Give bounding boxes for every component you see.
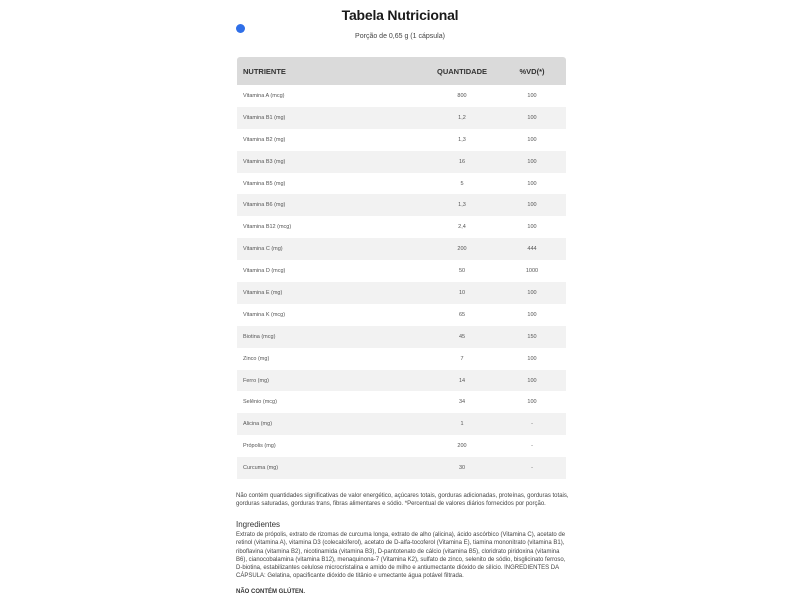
table-row (237, 151, 566, 173)
nutrient-quantity: 10 (458, 290, 466, 297)
page-title: Tabela Nutricional (341, 7, 459, 23)
table-row (237, 107, 566, 129)
table-row (237, 260, 566, 282)
table-row (237, 304, 566, 326)
nutrient-quantity: 1,3 (458, 202, 466, 209)
nutrient-daily-value: 100 (527, 136, 537, 143)
nutrient-daily-value: 100 (527, 377, 537, 384)
table-row (237, 326, 566, 348)
gluten-statement: NÃO CONTÉM GLÚTEN. (236, 589, 305, 595)
ingredients-heading: Ingredientes (236, 520, 281, 529)
nutrient-daily-value: 100 (527, 180, 537, 187)
nutrient-name: Própolis (mg) (243, 443, 276, 450)
nutrient-daily-value: 100 (527, 290, 537, 297)
nutrient-name: Selênio (mcg) (243, 399, 277, 406)
table-row (237, 370, 566, 392)
nutrient-quantity: 16 (458, 158, 466, 165)
table-row (237, 194, 566, 216)
header-quantity: QUANTIDADE (437, 67, 487, 76)
blue-dot-icon (236, 24, 245, 33)
nutrition-notes: Não contém quantidades significativas de valor energético, açúcares totais, gorduras adicionadas, proteínas, gorduras totais, gorduras saturadas, gorduras trans, fibras alimentares e sódio. *Percentual de valores diários fornecidos por porção. (236, 493, 569, 508)
nutrient-daily-value: - (531, 443, 533, 450)
nutrient-name: Vitamina B3 (mg) (243, 158, 286, 165)
nutrient-daily-value: 444 (527, 246, 537, 253)
nutrient-quantity: 1,2 (458, 114, 466, 121)
nutrient-quantity: 800 (457, 93, 467, 99)
nutrient-daily-value: 100 (527, 311, 537, 318)
table-row (237, 348, 566, 370)
nutrient-daily-value: 100 (527, 224, 537, 231)
ingredients-text: Extrato de própolis, extrato de rizomas de curcuma longa, extrato de alho (alicina), ácido ascórbico (Vitamina C), acetato de retinol (vitamina A), vitamina D3 (colecalciferol), acetato de D-alfa-tocoferol (Vitamina E), tiamina mononitrato (vitamina B1), riboflavina (vitamina B2), nicotinamida (vitamina B3), D-pantotenato de cálcio (vitamina B5), cloridrato piridoxina (vitamina B6), cianocobalamina (vitamina B12), menaquinona-7 (Vitamina K2), sulfato de zinco, selenito de sódio, bisglicinato ferroso, D-biotina, estabilizantes celulose microcristalina e amido de milho e antiumectante dióxido de silício. INGREDIENTES DA CÁPSULA: Gelatina, opacificante dióxido de titânio e umectante água potável filtrada. (236, 532, 566, 580)
nutrient-name: Ferro (mg) (243, 377, 269, 384)
portion-size: Porção de 0,65 g (1 cápsula) (355, 33, 445, 40)
nutrient-quantity: 1,3 (458, 136, 466, 143)
nutrient-daily-value: 1000 (525, 268, 539, 275)
header-daily-value: %VD(*) (519, 67, 545, 76)
nutrient-name: Vitamina B2 (mg) (243, 136, 286, 143)
nutrient-daily-value: 150 (527, 333, 537, 340)
nutrient-name: Vitamina B5 (mg) (243, 180, 286, 187)
table-row (237, 413, 566, 435)
nutrient-daily-value: - (531, 465, 533, 472)
nutrient-quantity: 1 (460, 421, 464, 428)
table-header (237, 57, 566, 85)
nutrient-name: Curcuma (mg) (243, 465, 279, 472)
nutrient-daily-value: 100 (527, 114, 537, 121)
nutrient-daily-value: 100 (527, 158, 537, 165)
nutrient-name: Vitamina C (mg) (243, 246, 283, 253)
table-row (237, 282, 566, 304)
nutrient-quantity: 14 (458, 377, 466, 384)
table-body (237, 85, 566, 479)
table-row (237, 435, 566, 457)
nutrient-quantity: 200 (457, 246, 467, 253)
nutrient-name: Alicina (mg) (243, 421, 273, 428)
nutrient-quantity: 200 (457, 443, 467, 450)
nutrient-name: Vitamina A (mcg) (243, 93, 285, 99)
nutrient-quantity: 65 (458, 311, 466, 318)
table-row (237, 457, 566, 479)
nutrient-quantity: 34 (458, 399, 466, 406)
table-row (237, 238, 566, 260)
nutrient-name: Biotina (mcg) (243, 333, 276, 340)
nutrient-name: Vitamina B1 (mg) (243, 114, 286, 121)
nutrient-name: Vitamina B12 (mcg) (243, 224, 292, 231)
nutrient-daily-value: 100 (527, 355, 537, 362)
nutrient-daily-value: - (531, 421, 533, 428)
nutrient-quantity: 2,4 (458, 224, 466, 231)
nutrient-daily-value: 100 (527, 93, 537, 99)
nutrient-quantity: 7 (460, 355, 464, 362)
nutrient-quantity: 30 (458, 465, 466, 472)
nutrition-table (237, 57, 566, 479)
nutrient-daily-value: 100 (527, 202, 537, 209)
table-row (237, 173, 566, 195)
table-row (237, 391, 566, 413)
nutrient-quantity: 5 (460, 180, 464, 187)
header-nutrient: NUTRIENTE (243, 67, 286, 76)
nutrient-name: Vitamina D (mcg) (243, 268, 286, 275)
table-row (237, 216, 566, 238)
nutrient-name: Vitamina K (mcg) (243, 311, 286, 318)
nutrient-daily-value: 100 (527, 399, 537, 406)
nutrient-quantity: 50 (458, 268, 466, 275)
table-row (237, 85, 566, 107)
nutrient-quantity: 45 (458, 333, 466, 340)
nutrient-name: Vitamina B6 (mg) (243, 202, 286, 209)
table-row (237, 129, 566, 151)
nutrient-name: Zinco (mg) (243, 355, 270, 362)
nutrient-name: Vitamina E (mg) (243, 290, 283, 297)
